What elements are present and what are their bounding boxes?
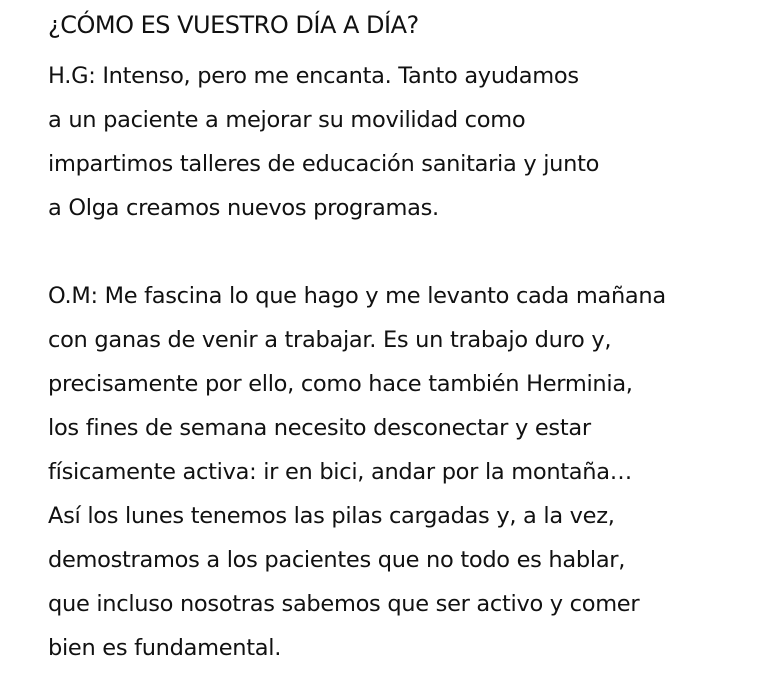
paragraph-line: H.G: Intenso, pero me encanta. Tanto ayudamos: [48, 63, 579, 89]
paragraph-line: a un paciente a mejorar su movilidad como: [48, 107, 526, 133]
section-heading: ¿CÓMO ES VUESTRO DÍA A DÍA?: [48, 11, 419, 39]
paragraph-line: a Olga creamos nuevos programas.: [48, 195, 439, 221]
paragraph-line: con ganas de venir a trabajar. Es un trabajo duro y,: [48, 327, 612, 353]
paragraph-line: precisamente por ello, como hace también Herminia,: [48, 371, 633, 397]
article-page: [48, 8, 748, 670]
paragraph-line: demostramos a los pacientes que no todo es hablar,: [48, 547, 626, 573]
paragraph-line: que incluso nosotras sabemos que ser activo y comer: [48, 591, 640, 617]
paragraph-hg: [48, 54, 748, 230]
paragraph-line: O.M: Me fascina lo que hago y me levanto cada mañana: [48, 283, 666, 309]
paragraph-line: impartimos talleres de educación sanitaria y junto: [48, 151, 600, 177]
paragraph-line: bien es fundamental.: [48, 635, 282, 661]
paragraph-line: físicamente activa: ir en bici, andar por la montaña…: [48, 459, 632, 485]
paragraph-line: los fines de semana necesito desconectar y estar: [48, 415, 591, 441]
paragraph-line: Así los lunes tenemos las pilas cargadas y, a la vez,: [48, 503, 615, 529]
paragraph-spacer: [48, 230, 748, 274]
paragraph-om: [48, 274, 748, 670]
